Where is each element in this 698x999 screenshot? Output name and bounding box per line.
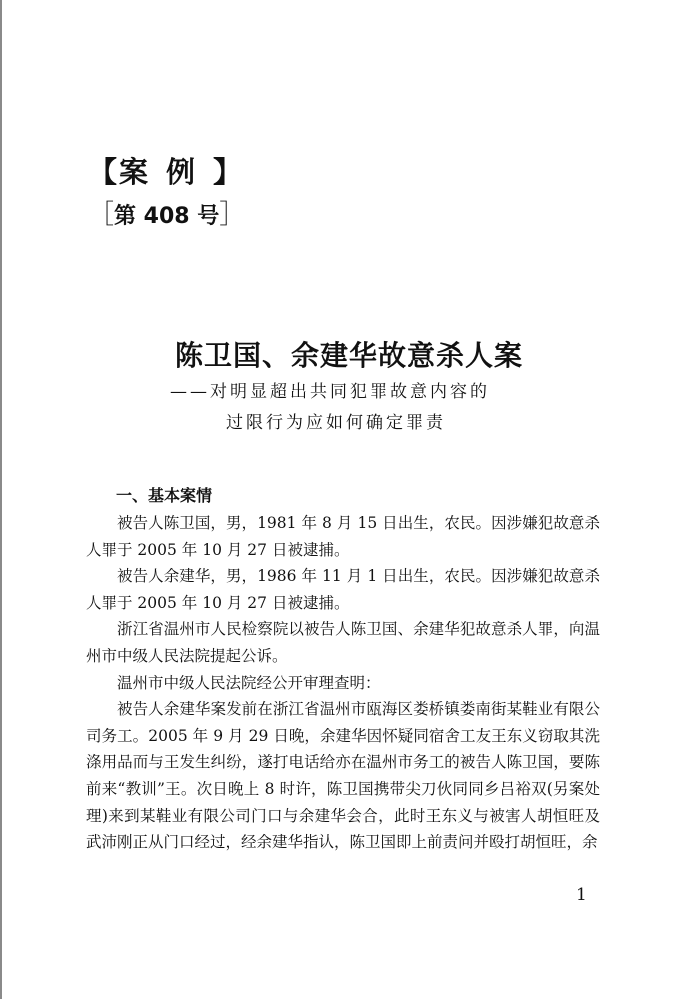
case-subtitle-line-2: 过限行为应如何确定罪责 <box>226 413 446 433</box>
paragraph-prosecution: 浙江省温州市人民检察院以被告人陈卫国、余建华犯故意杀人罪，向温州市中级人民法院提起公诉。 <box>86 620 600 665</box>
paragraph-facts: 被告人余建华案发前在浙江省温州市瓯海区娄桥镇娄南街某鞋业有限公司务工。2005 年 9 月 29 日晚，余建华因怀疑同宿舍工友王东义窃取其洗涤用品而与王发生纠纷，遂打电话给亦在温州市务工的被告人陈卫国，要陈前来“教训”王。次日晚上 8 时许，陈卫国携带尖刀伙同同乡吕裕双(另案处理)来到某鞋业有限公司门口与余建华会合，此时王东义与被害人胡恒旺及武沛刚正从门口经过，经余建华指认，陈卫国即上前责问并殴打胡恒旺，余 <box>86 700 600 852</box>
paragraph-court-finding: 温州市中级人民法院经公开审理查明： <box>117 673 381 692</box>
section-heading: 一、基本案情 <box>116 486 213 505</box>
case-label-open-bracket: 【 <box>88 155 120 189</box>
case-label <box>88 150 244 191</box>
case-number <box>88 194 245 231</box>
paragraph-defendant-1: 被告人陈卫国，男，1981 年 8 月 15 日出生，农民。因涉嫌犯故意杀人罪于 2005 年 10 月 27 日被逮捕。 <box>86 514 600 559</box>
paragraph-defendant-2: 被告人余建华，男，1986 年 11 月 1 日出生，农民。因涉嫌犯故意杀人罪于 2005 年 10 月 27 日被逮捕。 <box>86 567 600 612</box>
page-left-border <box>0 0 2 999</box>
case-number-open-bracket: ［ <box>88 200 115 230</box>
case-label-close-bracket: 】 <box>213 155 245 189</box>
case-label-text: 案例 <box>119 155 214 189</box>
case-number-close-bracket: ］ <box>219 200 246 230</box>
case-title: 陈卫国、余建华故意杀人案 <box>174 339 523 372</box>
case-body <box>86 510 600 856</box>
case-number-text: 第 408 号 <box>114 204 220 229</box>
page-number: 1 <box>576 885 587 905</box>
case-subtitle-line-1: ——对明显超出共同犯罪故意内容的 <box>170 382 490 402</box>
